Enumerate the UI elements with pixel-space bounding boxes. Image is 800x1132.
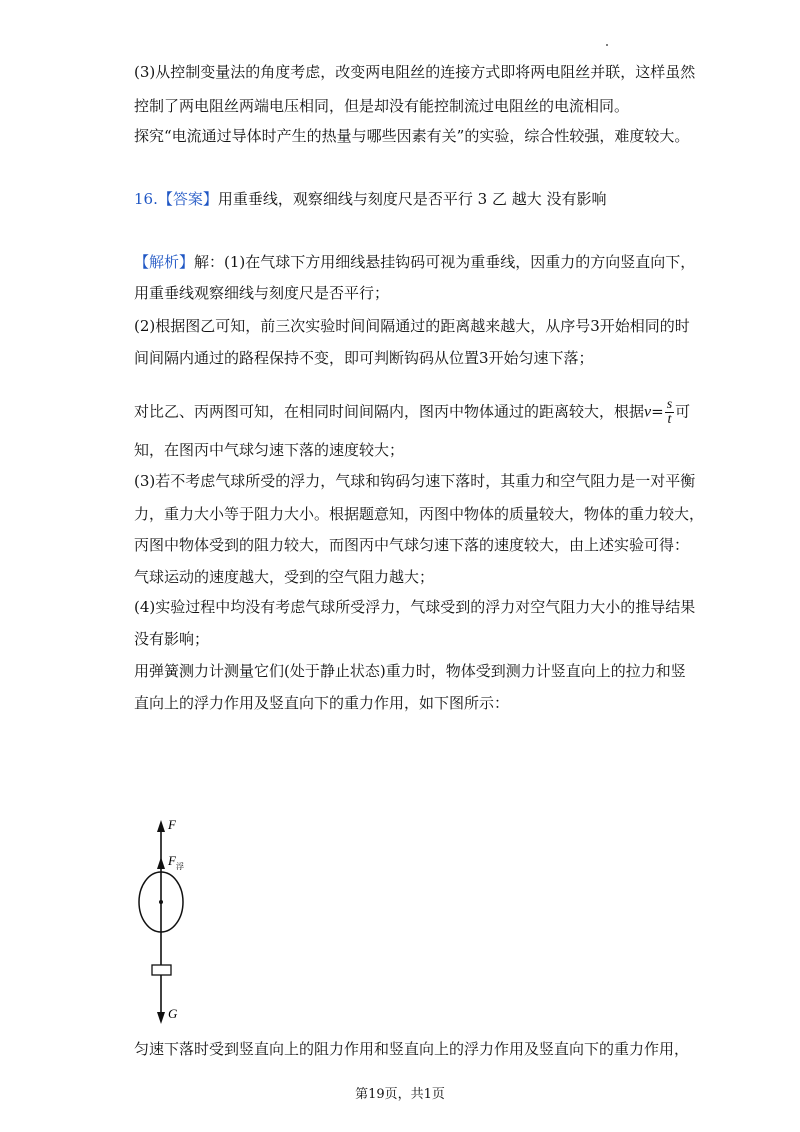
text-line-17: 直向上的浮力作用及竖直向下的重力作用，如下图所示： (134, 694, 510, 712)
text-line-16: 用弹簧测力计测量它们(处于静止状态)重力时，物体受到测力计竖直向上的拉力和竖 (134, 662, 686, 680)
question-number: 16. (134, 190, 158, 208)
fraction-denominator: t (667, 412, 672, 427)
label-ffu-sub: 浮 (176, 862, 184, 871)
answer-text: 用重垂线，观察细线与刻度尺是否平行 3 乙 越大 没有影响 (217, 190, 607, 208)
text-line-2: 控制了两电阻丝两端电压相同，但是却没有能控制流过电阻丝的电流相同。 (134, 97, 630, 115)
text-line-9: 知，在图丙中气球匀速下落的速度较大； (134, 441, 405, 459)
text-line-7: 间间隔内通过的路程保持不变，即可判断钩码从位置3开始匀速下落； (134, 349, 594, 367)
text-line-15: 没有影响； (134, 630, 210, 648)
label-f: F (168, 817, 176, 832)
answer-tag: 【答案】 (157, 190, 218, 208)
hook-weight (152, 965, 171, 975)
analysis-text: 解：(1)在气球下方用细线悬挂钩码可视为重垂线，因重力的方向竖直向下， (194, 253, 696, 271)
text-line-6: (2)根据图乙可知，前三次实验时间间隔通过的距离越来越大，从序号3开始相同的时 (134, 317, 690, 335)
text-line-14: (4)实验过程中均没有考虑气球所受浮力，气球受到的浮力对空气阻力大小的推导结果 (134, 598, 696, 616)
label-g: G (168, 1006, 178, 1021)
text-line-5: 用重垂线观察细线与刻度尺是否平行； (134, 284, 390, 302)
fraction-numerator: s (666, 397, 673, 412)
text-line-8-b: 可 (675, 402, 691, 421)
text-line-3: 探究“电流通过导体时产生的热量与哪些因素有关”的实验，综合性较强，难度较大。 (134, 127, 690, 145)
text-line-1: (3)从控制变量法的角度考虑，改变两电阻丝的连接方式即将两电阻丝并联，这样虽然 (134, 63, 696, 81)
text-line-12: 丙图中物体受到的阻力较大，而图丙中气球匀速下落的速度较大，由上述实验可得： (134, 536, 690, 554)
arrow-down-g (157, 1012, 165, 1024)
text-line-11: 力，重力大小等于阻力大小。根据题意知，丙图中物体的质量较大，物体的重力较大， (134, 505, 705, 523)
page-footer: 第19页，共1页 (355, 1087, 445, 1102)
analysis-tag: 【解析】 (134, 253, 195, 271)
label-ffu: F (168, 853, 176, 868)
text-line-8-a: 对比乙、丙两图可知，在相同时间间隔内，图丙中物体通过的距离较大，根据 (134, 402, 645, 421)
text-line-10: (3)若不考虑气球所受的浮力，气球和钩码匀速下落时，其重力和空气阻力是一对平衡 (134, 472, 696, 490)
arrow-up-f (157, 820, 165, 832)
arrow-up-ffu (157, 857, 165, 869)
velocity-symbol: v (644, 403, 652, 421)
text-line-13: 气球运动的速度越大，受到的空气阻力越大； (134, 568, 435, 586)
balloon-center-dot (159, 900, 163, 904)
equals-sign: = (651, 402, 664, 421)
text-line-18: 匀速下落时受到竖直向上的阻力作用和竖直向上的浮力作用及竖直向下的重力作用， (134, 1040, 690, 1058)
